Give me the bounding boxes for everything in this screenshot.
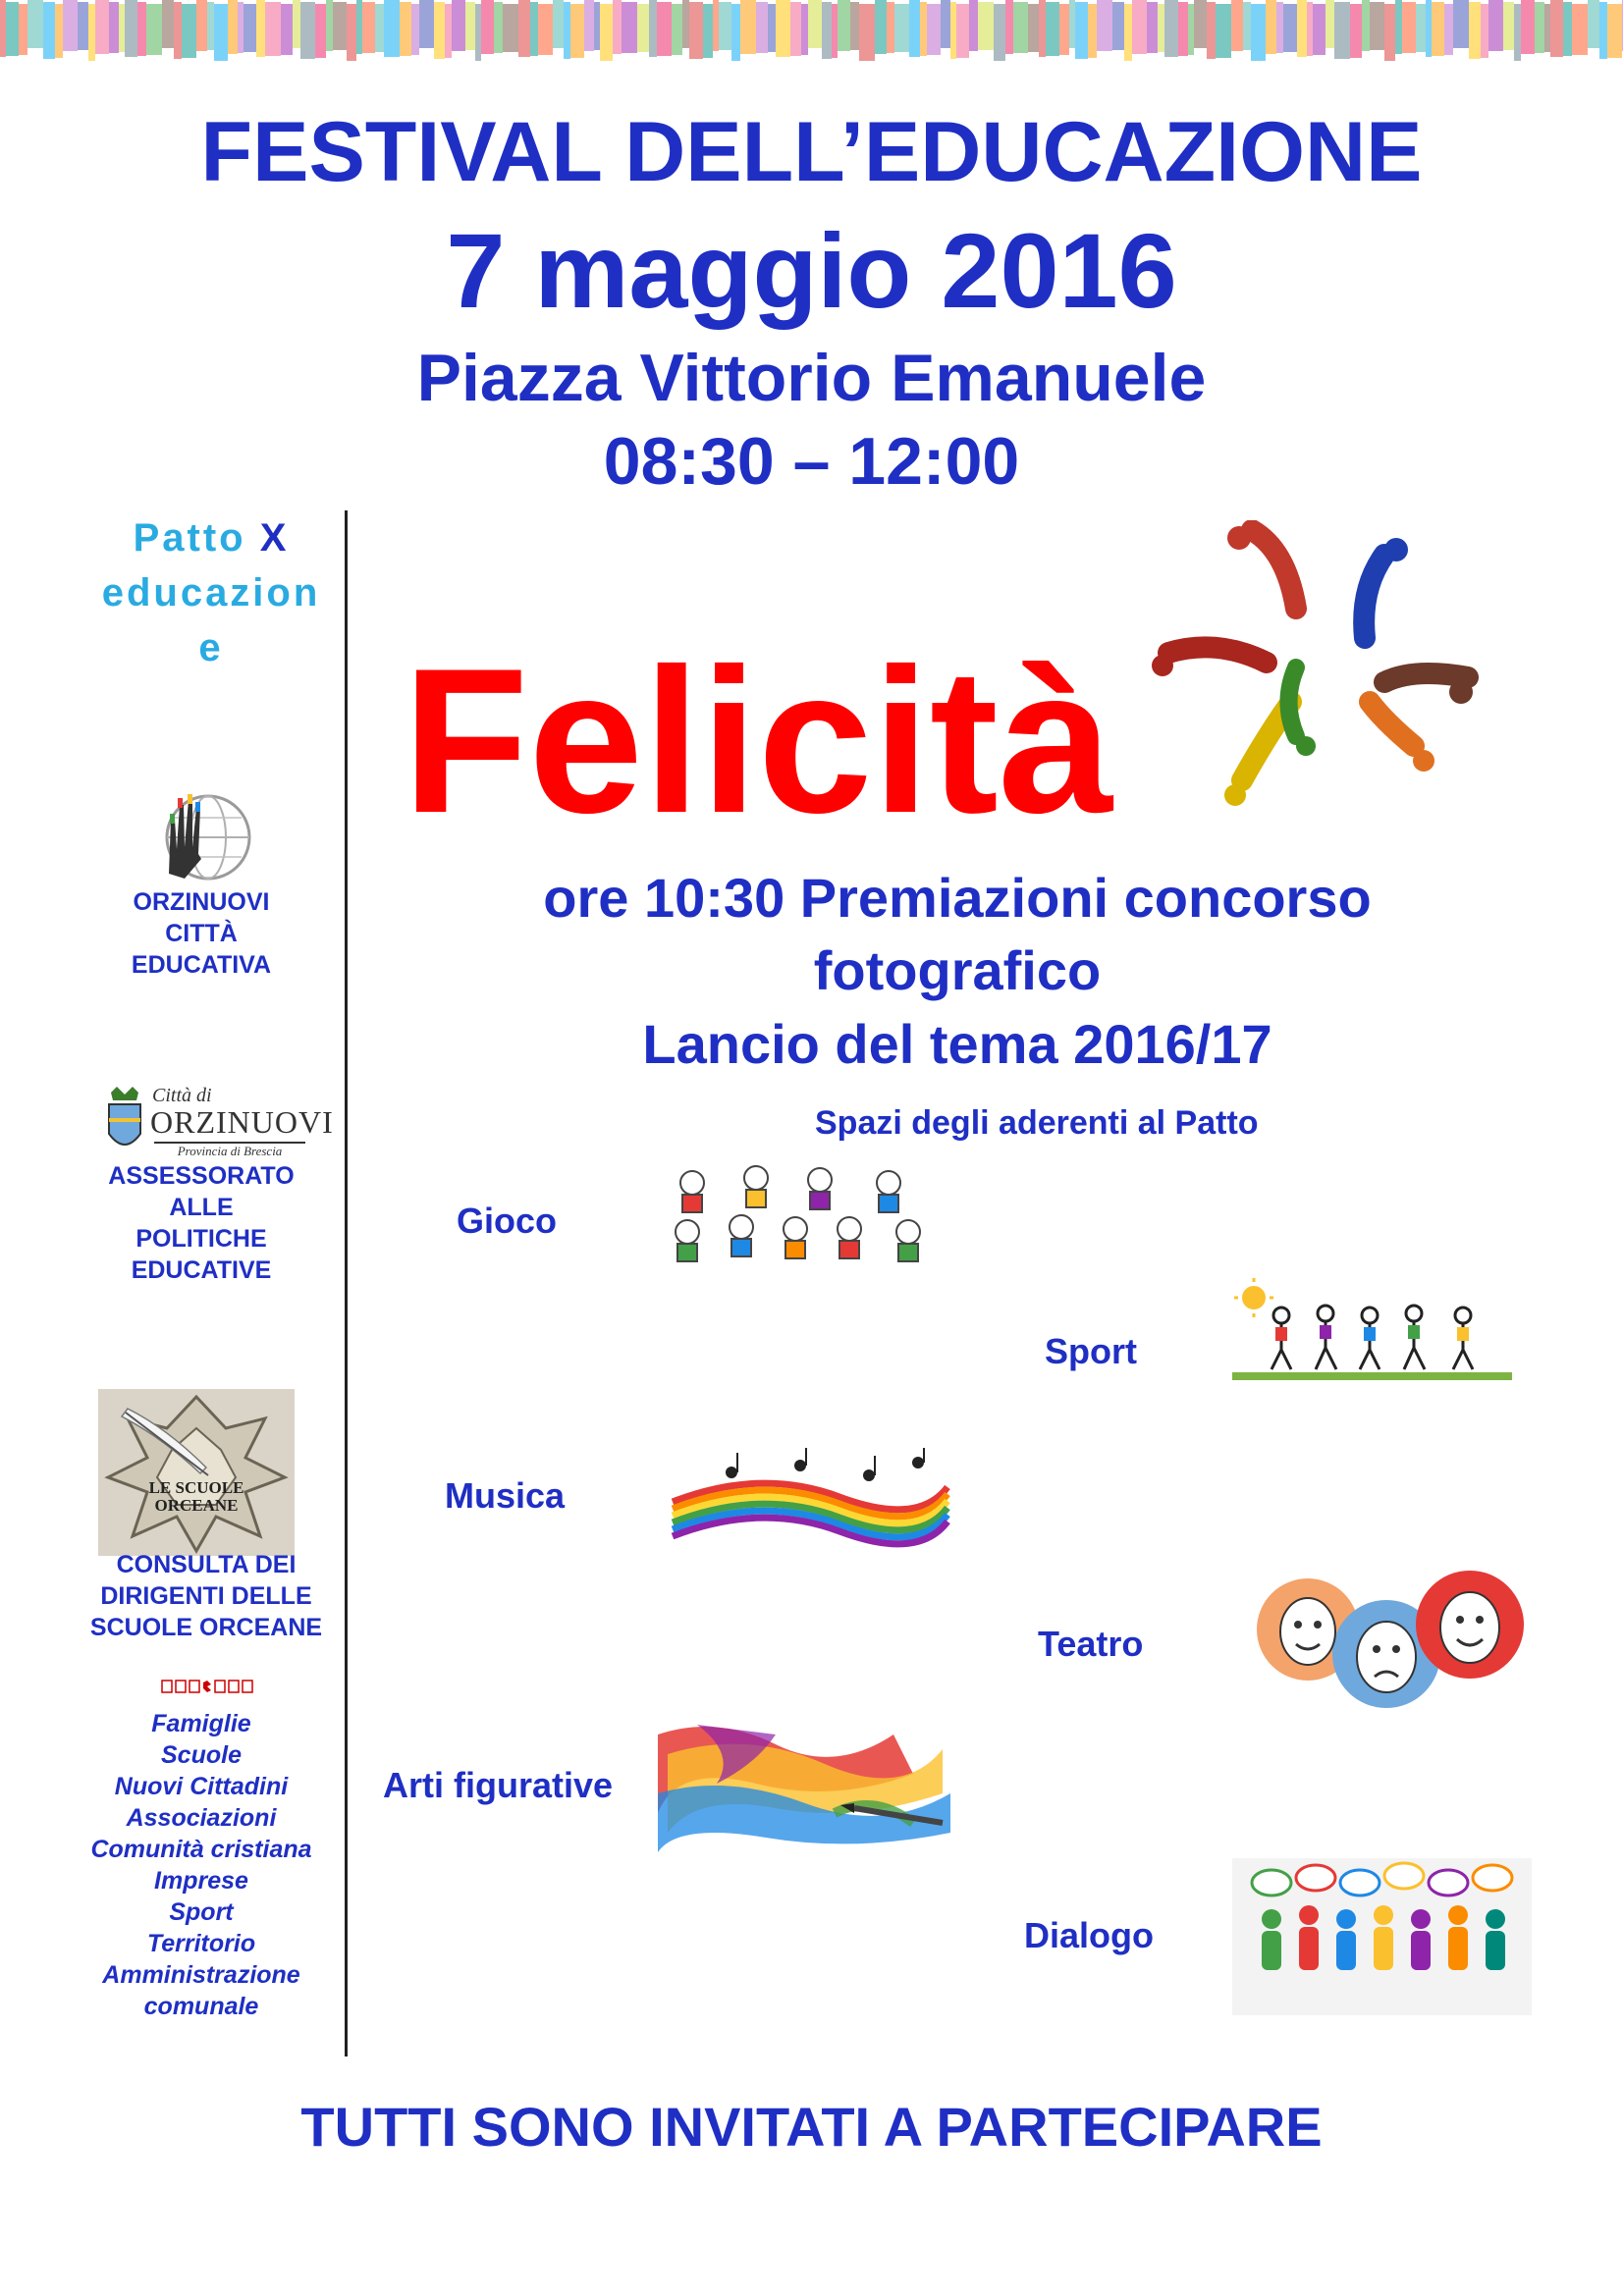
space-label-sport: Sport: [1045, 1331, 1137, 1371]
strip-block: [1005, 0, 1013, 54]
strip-block: [78, 2, 88, 50]
fortress-quill-icon: [98, 1389, 295, 1556]
strip-block: [293, 0, 300, 48]
strip-block: [1028, 4, 1039, 52]
strip-block: [1432, 2, 1444, 56]
strip-block: [1283, 4, 1297, 52]
strip-block: [1251, 4, 1266, 61]
strip-block: [731, 4, 740, 61]
strip-block: [434, 2, 445, 59]
strip-block: [207, 2, 214, 50]
spaces-heading: Spazi degli aderenti al Patto: [815, 1104, 1259, 1142]
citta-line2: ORZINUOVI: [150, 1104, 334, 1140]
strip-block: [196, 0, 207, 51]
strip-block: [347, 4, 356, 61]
member-item: Territorio: [146, 1930, 256, 1957]
strip-block: [63, 0, 78, 51]
strip-block: [740, 0, 756, 54]
strip-block: [1178, 2, 1188, 56]
strip-block: [281, 4, 293, 55]
festival-title: FESTIVAL DELL’EDUCAZIONE: [200, 105, 1423, 199]
strip-block: [1599, 2, 1607, 59]
strip-block: [481, 0, 494, 54]
strip-block: [256, 0, 265, 57]
strip-block: [1535, 2, 1544, 53]
strip-block: [1046, 2, 1059, 56]
program-line: ore 10:30 Premiazioni concorso: [543, 867, 1372, 929]
strip-block: [1132, 0, 1147, 54]
strip-block: [1075, 2, 1088, 59]
consulta-label-line: SCUOLE ORCEANE: [89, 1614, 323, 1641]
space-label-arti-figurative: Arti figurative: [383, 1765, 614, 1805]
strip-block: [808, 0, 822, 48]
consulta-label-line: CONSULTA DEI: [116, 1551, 297, 1578]
space-label-musica: Musica: [445, 1475, 566, 1516]
strip-block: [146, 4, 162, 55]
strip-block: [756, 2, 768, 53]
strip-block: [530, 2, 538, 56]
strip-block: [88, 4, 95, 61]
strip-block: [1350, 4, 1362, 58]
strip-block: [920, 2, 927, 56]
strip-block: [95, 0, 109, 54]
strip-block: [384, 0, 400, 57]
strip-block: [850, 2, 859, 50]
assessorato-label-line: ALLE: [169, 1194, 234, 1221]
strip-block: [594, 2, 600, 50]
citta-orzinuovi-logo: [103, 1085, 334, 1163]
strip-block: [445, 4, 452, 58]
strip-block: [657, 2, 672, 56]
footer-invite: TUTTI SONO INVITATI A PARTECIPARE: [300, 2096, 1323, 2158]
strip-block: [411, 4, 419, 55]
strip-block: [238, 2, 243, 53]
strip-block: [1158, 4, 1164, 52]
space-label-teatro: Teatro: [1038, 1624, 1144, 1664]
members-list: [59, 1708, 344, 2022]
strip-block: [875, 0, 887, 54]
strip-block: [214, 4, 228, 61]
strip-block: [613, 0, 622, 54]
member-item: Imprese: [154, 1867, 248, 1895]
strip-block: [362, 2, 375, 53]
rainbow-music-icon: [663, 1448, 952, 1566]
strip-block: [768, 4, 776, 52]
orzinuovi-label-line: ORZINUOVI: [133, 888, 270, 916]
strip-block: [838, 0, 850, 51]
strip-block: [162, 0, 174, 48]
strip-block: [0, 0, 6, 57]
strip-block: [790, 2, 801, 56]
strip-block: [1469, 2, 1481, 59]
member-item: Amministrazione: [102, 1961, 300, 1989]
strip-block: [682, 0, 689, 48]
strip-block: [1325, 0, 1334, 48]
strip-block: [475, 4, 481, 61]
strip-block: [776, 0, 790, 57]
strip-block: [1488, 0, 1503, 51]
strip-block: [228, 0, 238, 54]
strip-block: [1402, 2, 1416, 53]
strip-block: [55, 4, 63, 58]
strip-block: [894, 4, 909, 52]
event-place: Piazza Vittorio Emanuele: [416, 341, 1207, 415]
strip-block: [553, 0, 564, 48]
strip-block: [859, 4, 875, 61]
patto-title: [88, 510, 334, 675]
assessorato-label-line: ASSESSORATO: [108, 1162, 295, 1190]
patto-word: Patto: [133, 516, 246, 560]
felicita-title: Felicità: [403, 625, 1113, 856]
strip-block: [503, 4, 518, 52]
strip-block: [941, 0, 950, 48]
orzinuovi-label-line: EDUCATIVA: [131, 951, 272, 979]
orzinuovi-label-line: CITTÀ: [165, 920, 238, 947]
strip-block: [43, 2, 55, 59]
coat-of-arms-icon: [103, 1087, 146, 1159]
theatre-masks-icon: [1239, 1571, 1539, 1718]
strip-block: [174, 2, 182, 59]
strip-block: [1334, 2, 1350, 59]
strip-block: [1194, 0, 1207, 48]
strip-block: [6, 2, 19, 56]
scuole-orceane-logo: [98, 1389, 295, 1556]
strip-block: [1514, 4, 1521, 61]
patto-line3: e: [198, 626, 224, 669]
strip-block: [570, 4, 584, 58]
program-line: fotografico: [813, 939, 1102, 1001]
strip-block: [994, 4, 1005, 61]
strip-block: [1607, 4, 1622, 58]
dancing-figures-icon: [1149, 520, 1483, 815]
strip-block: [1164, 0, 1178, 57]
strip-block: [1572, 4, 1588, 55]
strip-block: [564, 2, 570, 59]
strip-block: [1550, 0, 1563, 57]
event-time: 08:30 – 12:00: [603, 424, 1020, 499]
member-item: comunale: [143, 1993, 259, 2020]
strip-block: [119, 4, 125, 52]
citta-line3: Provincia di Brescia: [154, 1142, 305, 1159]
strip-block: [1370, 2, 1384, 50]
strip-block: [1147, 2, 1158, 53]
patto-x: X: [259, 516, 290, 560]
column-divider: [345, 510, 348, 2056]
strip-block: [1088, 4, 1097, 58]
strip-block: [1059, 4, 1069, 55]
strip-block: [1276, 2, 1283, 53]
space-label-gioco: Gioco: [457, 1201, 558, 1241]
strip-block: [1588, 0, 1599, 48]
strip-block: [832, 4, 838, 58]
member-item: Famiglie: [151, 1710, 251, 1737]
strip-block: [600, 4, 613, 61]
strip-block: [927, 4, 941, 55]
strip-block: [1307, 2, 1313, 56]
strip-block: [1243, 2, 1251, 50]
citta-line1: Città di: [152, 1085, 212, 1106]
strip-block: [27, 0, 43, 48]
decorative-glyphs: [160, 1679, 254, 1694]
strip-block: [637, 4, 649, 52]
strip-block: [719, 2, 731, 50]
strip-block: [333, 2, 347, 50]
member-item: Associazioni: [126, 1804, 277, 1832]
strip-block: [300, 2, 315, 59]
strip-block: [125, 0, 137, 57]
strip-block: [1521, 0, 1535, 54]
strip-block: [1039, 0, 1046, 57]
member-item: Nuovi Cittadini: [114, 1773, 289, 1800]
strip-block: [584, 0, 594, 51]
strip-block: [1544, 4, 1550, 52]
strip-block: [1188, 4, 1194, 55]
strip-block: [909, 0, 920, 57]
orzinuovi-label: [59, 886, 344, 981]
strip-block: [969, 0, 978, 51]
strip-block: [265, 2, 281, 56]
strip-block: [1112, 2, 1124, 50]
paint-brush-icon: [658, 1715, 950, 1852]
strip-block: [1384, 4, 1395, 61]
strip-block: [182, 4, 196, 58]
strip-block: [950, 2, 956, 59]
strip-block: [494, 2, 503, 53]
strip-block: [315, 4, 326, 58]
kids-sport-icon: [1232, 1276, 1512, 1384]
strip-block: [109, 2, 119, 53]
strip-block: [1313, 4, 1325, 55]
consulta-label-line: DIRIGENTI DELLE: [100, 1582, 312, 1610]
strip-block: [887, 2, 894, 53]
strip-block: [703, 4, 713, 58]
strip-block: [375, 4, 384, 52]
strip-block: [1444, 4, 1453, 55]
strip-block: [19, 4, 27, 55]
strip-block: [1503, 2, 1514, 50]
strip-block: [1395, 0, 1402, 54]
program-line: Lancio del tema 2016/17: [642, 1013, 1272, 1075]
strip-block: [400, 2, 411, 56]
member-item: Comunità cristiana: [90, 1836, 312, 1863]
member-item: Scuole: [161, 1741, 242, 1769]
strip-block: [1231, 0, 1243, 51]
strip-block: [649, 0, 657, 57]
children-playing-icon: [663, 1158, 947, 1276]
patto-line2: educazion: [101, 571, 321, 614]
strip-block: [689, 2, 703, 59]
strip-block: [243, 4, 256, 52]
space-label-dialogo: Dialogo: [1024, 1915, 1154, 1955]
strip-block: [1069, 0, 1075, 48]
strip-block: [978, 2, 994, 50]
strip-block: [419, 0, 434, 48]
strip-block: [518, 0, 530, 57]
strip-block: [1216, 4, 1231, 58]
strip-block: [1563, 2, 1572, 56]
assessorato-label: [59, 1160, 344, 1286]
hand-globe-icon: [147, 780, 255, 888]
strip-block: [1124, 4, 1132, 61]
strip-block: [622, 2, 637, 53]
strip-block: [801, 4, 808, 55]
strip-block: [1013, 2, 1028, 53]
strip-block: [1362, 0, 1370, 51]
strip-block: [1297, 0, 1307, 57]
strip-block: [672, 4, 682, 55]
strip-block: [326, 0, 333, 51]
strip-block: [822, 2, 832, 59]
strip-block: [956, 4, 969, 58]
decorative-top-strip: [0, 0, 1623, 63]
strip-block: [1097, 0, 1112, 51]
strip-block: [1453, 0, 1469, 48]
strip-block: [137, 2, 146, 56]
strip-block: [1266, 0, 1276, 54]
strip-block: [538, 4, 553, 55]
strip-block: [452, 0, 465, 51]
assessorato-label-line: POLITICHE: [135, 1225, 267, 1253]
strip-block: [713, 0, 719, 51]
strip-block: [1426, 0, 1432, 57]
strip-block: [1416, 4, 1426, 52]
strip-block: [356, 0, 362, 54]
member-item: Sport: [169, 1898, 234, 1926]
assessorato-label-line: EDUCATIVE: [131, 1256, 272, 1284]
strip-block: [1207, 2, 1216, 59]
strip-block: [1481, 4, 1488, 58]
scuole-logo-text: LE SCUOLE ORCEANE: [148, 1478, 244, 1515]
consulta-label: [59, 1549, 353, 1643]
speech-bubbles-people-icon: [1232, 1858, 1532, 2015]
event-date: 7 maggio 2016: [446, 211, 1177, 330]
strip-block: [465, 2, 475, 50]
